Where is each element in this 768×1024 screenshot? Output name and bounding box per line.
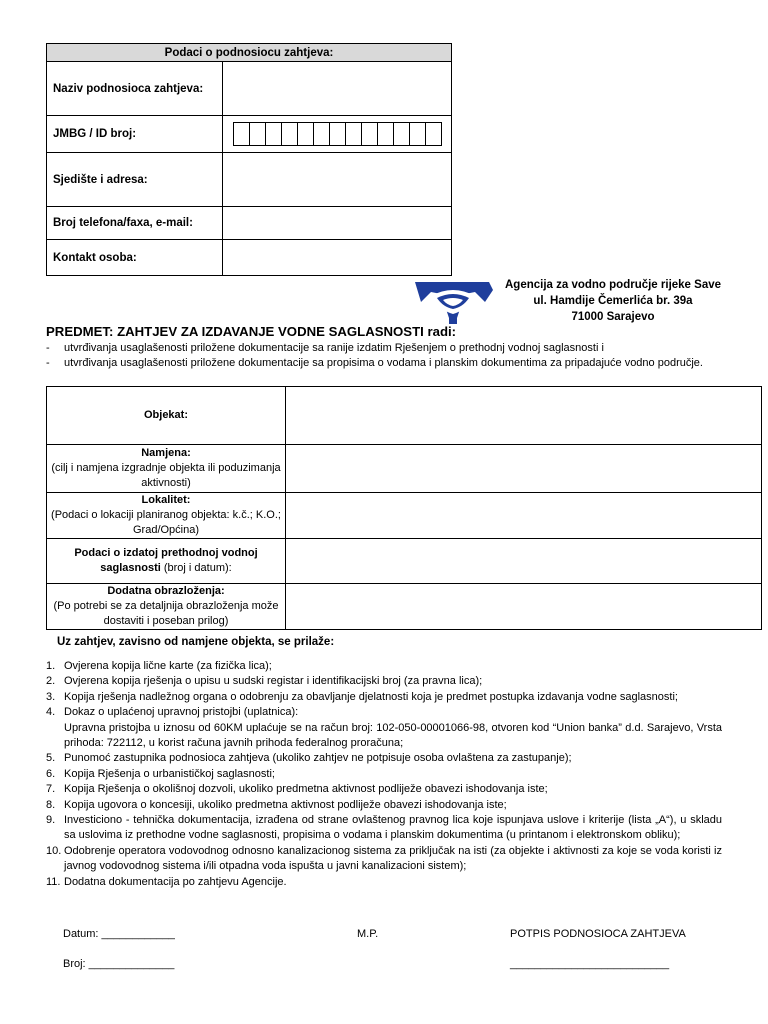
prethodna-field[interactable] (286, 539, 762, 584)
list-item: 2. Ovjerena kopija rješenja o upisu u sudski registar i identifikacijski broj (za pravna lica); (46, 675, 483, 688)
jmbg-digit-box[interactable] (313, 122, 330, 146)
agency-address (500, 277, 726, 325)
applicant-name-field[interactable] (223, 62, 452, 116)
namjena-label: Namjena: (cilj i namjena izgradnje objekta ili poduzimanja aktivnosti) (47, 445, 286, 493)
list-item: 3. Kopija rješenja nadležnog organa o odobrenju za obavljanje djelatnosti koja je predmet postupka izdavanja vodne saglasnosti; (46, 690, 678, 703)
agency-street: ul. Hamdije Čemerlića br. 39a (533, 295, 693, 307)
signature-line[interactable]: __________________________ (510, 958, 670, 970)
obrazlozenja-label: Dodatna obrazloženja: (Po potrebi se za detaljnija obrazloženja može dostaviti i poseban prilog) (47, 584, 286, 630)
obrazlozenja-field[interactable] (286, 584, 762, 630)
subject-item: - utvrđivanja usaglašenosti priložene dokumentacije sa ranije izdatim Rješenjem o prethodnj vodnoj saglasnosti i (46, 341, 736, 356)
jmbg-digit-box[interactable] (297, 122, 314, 146)
broj-field[interactable]: Broj: ______________ (63, 958, 175, 970)
phone-field[interactable] (223, 207, 452, 240)
list-item: 11. Dodatna dokumentacija po zahtjevu Agencije. (46, 875, 287, 888)
contact-label: Kontakt osoba: (47, 240, 223, 276)
jmbg-digit-box[interactable] (393, 122, 410, 146)
applicant-table (46, 43, 452, 276)
attachments-list (46, 659, 722, 890)
list-item: 8. Kopija ugovora o koncesiji, ukoliko predmetna aktivnost podliježe obavezi ishodovanja iste; (46, 798, 507, 811)
jmbg-boxes[interactable] (233, 122, 445, 146)
jmbg-digit-box[interactable] (233, 122, 250, 146)
jmbg-digit-box[interactable] (281, 122, 298, 146)
lokalitet-field[interactable] (286, 493, 762, 539)
objekat-field[interactable] (286, 387, 762, 445)
list-item: 5. Punomoć zastupnika podnosioca zahtjeva (ukoliko zahtjev ne potpisuje osoba ovlaštena za zastupanje); (46, 752, 572, 765)
agency-name: Agencija za vodno područje rijeke Save (504, 279, 722, 291)
jmbg-digit-box[interactable] (345, 122, 362, 146)
jmbg-field[interactable] (223, 116, 452, 153)
object-table (46, 386, 762, 630)
stamp-label: M.P. (357, 928, 379, 940)
address-field[interactable] (223, 153, 452, 207)
list-item: 1. Ovjerena kopija lične karte (za fizička lica); (46, 660, 272, 672)
phone-label: Broj telefona/faxa, e-mail: (47, 207, 223, 240)
attachments-title: Uz zahtjev, zavisno od namjene objekta, se prilaže: (57, 636, 335, 648)
list-item: 6. Kopija Rješenja o urbanističkoj saglasnosti; (46, 767, 275, 780)
address-label: Sjedište i adresa: (47, 153, 223, 207)
subject-title: PREDMET: ZAHTJEV ZA IZDAVANJE VODNE SAGLASNOSTI radi: (46, 324, 457, 339)
list-item: 4. Dokaz o uplaćenoj upravnoj pristojbi (uplatnica): (46, 706, 299, 719)
jmbg-digit-box[interactable] (265, 122, 282, 146)
applicant-name-label: Naziv podnosioca zahtjeva: (47, 62, 223, 116)
jmbg-digit-box[interactable] (361, 122, 378, 146)
list-item: 7. Kopija Rješenja o okolišnoj dozvoli, ukoliko predmetna aktivnost podliježe obavezi ishodovanja iste; (46, 783, 548, 796)
jmbg-label: JMBG / ID broj: (47, 116, 223, 153)
subject-list (46, 341, 736, 371)
list-item: 10. Odobrenje operatora vodovodnog odnosno kanalizacionog sistema za priključak na isti (za objekte i aktivnosti za koje se voda koristi iz javnog vodovodnog sistema i/ili otpadna voda ispušta u javni kanalizacioni sistem); (46, 844, 722, 873)
datum-field[interactable]: Datum: ____________ (63, 928, 175, 940)
lokalitet-label: Lokalitet: (Podaci o lokaciji planiranog objekta: k.č.; K.O.; Grad/Općina) (47, 493, 286, 539)
jmbg-digit-box[interactable] (249, 122, 266, 146)
contact-field[interactable] (223, 240, 452, 276)
list-item: 9. Investiciono - tehnička dokumentacija, izrađena od strane ovlaštenog pravnog lica koje ispunjava uslove i kriterije (lista „A“), u skladu sa uslovima iz prethodne vodne saglasnosti, propisima o vodama i planskim dokumentima (u printanom i elektronskom obliku); (46, 814, 722, 842)
agency-logo-icon (413, 280, 493, 326)
signature-label: POTPIS PODNOSIOCA ZAHTJEVA (510, 928, 686, 940)
applicant-table-header: Podaci o podnosiocu zahtjeva: (47, 44, 452, 62)
jmbg-digit-box[interactable] (377, 122, 394, 146)
jmbg-digit-box[interactable] (425, 122, 442, 146)
prethodna-label: Podaci o izdatoj prethodnoj vodnoj saglasnosti (broj i datum): (47, 539, 286, 584)
jmbg-digit-box[interactable] (329, 122, 346, 146)
objekat-label: Objekat: (47, 387, 286, 445)
namjena-field[interactable] (286, 445, 762, 493)
list-item: Upravna pristojba u iznosu od 60KM uplaćuje se na račun broj: 102-050-00001066-98, otvoren kod “Union banka” d.d. Sarajevo, Vrsta prihoda: 722112, u korist računa javnih prihoda federalnog proračuna; (64, 721, 722, 750)
agency-city: 71000 Sarajevo (571, 311, 655, 323)
subject-item: - utvrđivanja usaglašenosti priložene dokumentacije sa propisima o vodama i planskim dokumentima za pripadajuće vodno područje. (46, 356, 736, 371)
jmbg-digit-box[interactable] (409, 122, 426, 146)
